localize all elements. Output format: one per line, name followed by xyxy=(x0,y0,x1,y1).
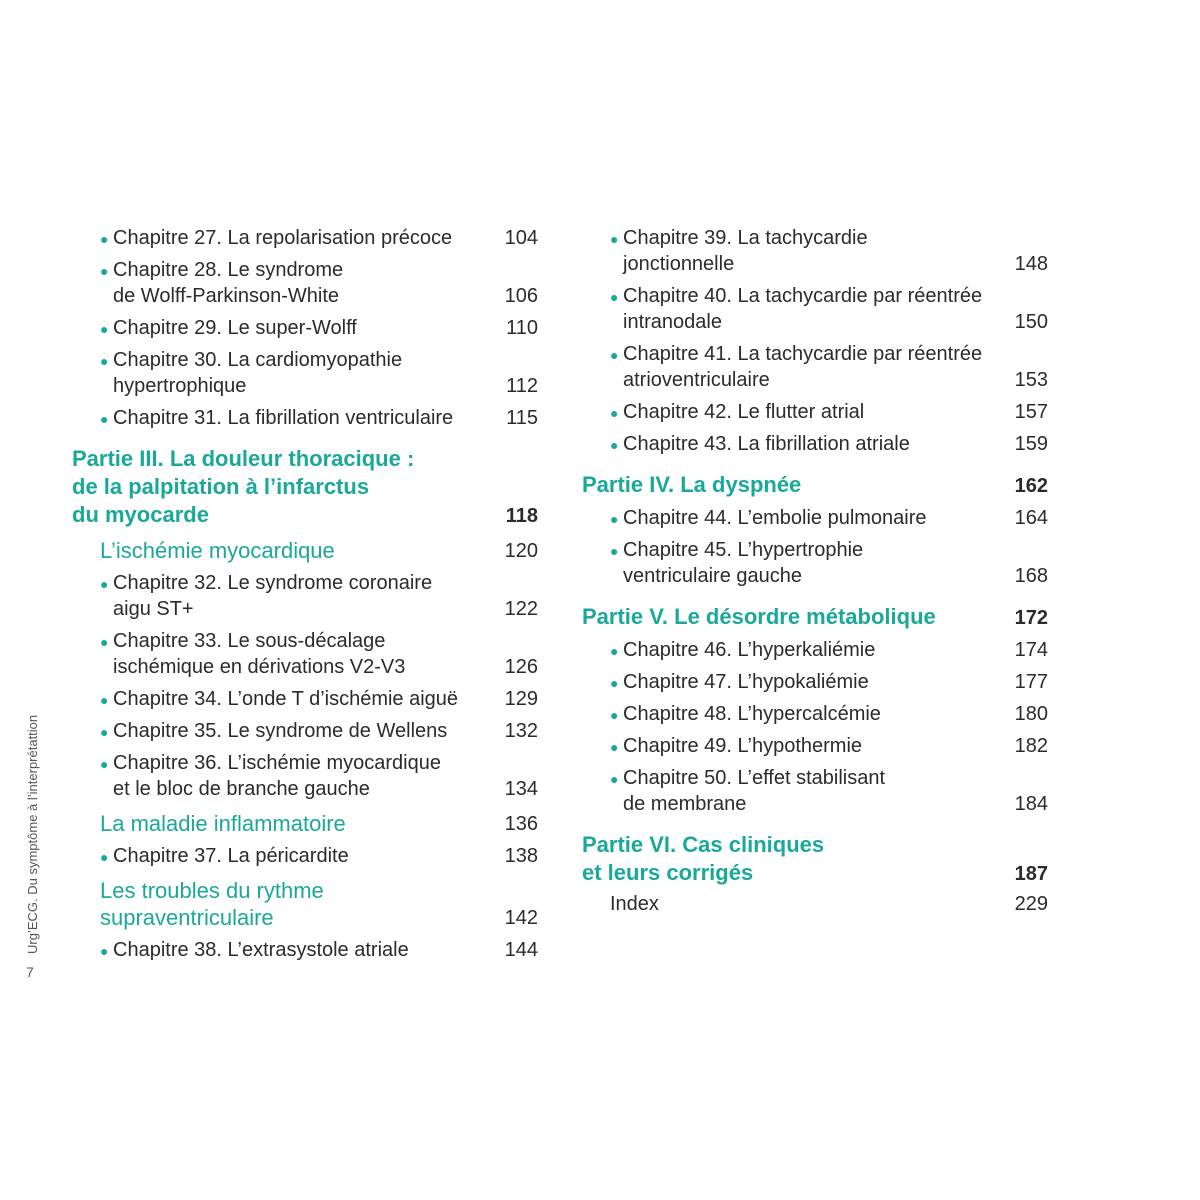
bullet-icon: ● xyxy=(100,634,109,650)
toc-chapter-entry xyxy=(72,937,538,963)
toc-entry-page: 187 xyxy=(1014,863,1048,885)
toc-chapter-entry xyxy=(72,225,538,251)
toc-chapter-entry xyxy=(72,315,538,341)
toc-part-entry xyxy=(582,831,1048,887)
toc-entry-title: Chapitre 27. La repolarisation précoce xyxy=(113,227,453,249)
toc-entry-title: Chapitre 40. La tachycardie par réentrée intranodale xyxy=(623,285,983,333)
toc-entry-page: 112 xyxy=(506,375,538,397)
toc-chapter-entry xyxy=(72,718,538,744)
toc-left-column xyxy=(72,225,538,964)
toc-entry-page: 150 xyxy=(1014,311,1048,333)
toc-entry-title: Chapitre 49. L’hypothermie xyxy=(623,735,863,757)
toc-entry-title: Chapitre 47. L’hypokaliémie xyxy=(623,671,869,693)
toc-entry-page: 104 xyxy=(504,227,538,249)
toc-entry-title: Partie IV. La dyspnée xyxy=(582,472,802,497)
bullet-icon: ● xyxy=(100,576,109,592)
bullet-icon: ● xyxy=(100,724,109,740)
toc-entry-title: Chapitre 45. L’hypertrophie ventriculaire gauche xyxy=(623,539,864,587)
toc-entry-page: 138 xyxy=(504,845,538,867)
bullet-icon: ● xyxy=(610,231,619,247)
bullet-icon: ● xyxy=(100,943,109,959)
toc-entry-title: Chapitre 44. L’embolie pulmonaire xyxy=(623,507,927,529)
bullet-icon: ● xyxy=(610,405,619,421)
toc-entry-title: Chapitre 32. Le syndrome coronaire aigu ST+ xyxy=(113,572,433,620)
page-number: 7 xyxy=(26,964,34,980)
toc-chapter-entry xyxy=(72,405,538,431)
bullet-icon: ● xyxy=(610,707,619,723)
toc-chapter-entry xyxy=(582,399,1048,425)
bullet-icon: ● xyxy=(610,675,619,691)
toc-entry-page: 180 xyxy=(1014,703,1048,725)
toc-entry-page: 177 xyxy=(1014,671,1048,693)
toc-entry-title: Chapitre 39. La tachycardie jonctionnelle xyxy=(623,227,868,275)
toc-entry-title: La maladie inflammatoire xyxy=(100,811,346,836)
toc-section-entry xyxy=(72,537,538,564)
bullet-icon: ● xyxy=(610,771,619,787)
toc-section-entry xyxy=(72,877,538,931)
bullet-icon: ● xyxy=(100,353,109,369)
bullet-icon: ● xyxy=(100,231,109,247)
toc-entry-title: Chapitre 36. L’ischémie myocardique et le bloc de branche gauche xyxy=(113,752,441,800)
toc-chapter-entry xyxy=(72,686,538,712)
toc-entry-page: 142 xyxy=(504,907,538,929)
toc-entry-title: Chapitre 34. L’onde T d’ischémie aiguë xyxy=(113,688,459,710)
toc-section-entry xyxy=(72,810,538,837)
toc-chapter-entry xyxy=(582,431,1048,457)
toc-chapter-entry xyxy=(72,570,538,622)
toc-entry-page: 132 xyxy=(504,720,538,742)
toc-right-column xyxy=(582,225,1048,917)
bullet-icon: ● xyxy=(100,411,109,427)
toc-chapter-entry xyxy=(582,765,1048,817)
toc-chapter-entry xyxy=(72,347,538,399)
toc-entry-page: 144 xyxy=(504,939,538,961)
toc-entry-page: 120 xyxy=(504,540,538,562)
toc-entry-title: Chapitre 31. La fibrillation ventriculaire xyxy=(113,407,454,429)
toc-part-entry xyxy=(582,471,1048,499)
bullet-icon: ● xyxy=(610,437,619,453)
bullet-icon: ● xyxy=(610,511,619,527)
toc-entry-page: 136 xyxy=(504,813,538,835)
toc-entry-title: Chapitre 42. Le flutter atrial xyxy=(623,401,865,423)
bullet-icon: ● xyxy=(610,739,619,755)
toc-entry-page: 184 xyxy=(1014,793,1048,815)
toc-entry-title: Chapitre 48. L’hypercalcémie xyxy=(623,703,881,725)
toc-chapter-entry xyxy=(582,505,1048,531)
toc-entry-title: Chapitre 46. L’hyperkaliémie xyxy=(623,639,876,661)
toc-entry-page: 157 xyxy=(1014,401,1048,423)
toc-entry-page: 182 xyxy=(1014,735,1048,757)
toc-entry-page: 126 xyxy=(504,656,538,678)
toc-chapter-entry xyxy=(582,341,1048,393)
toc-entry-page: 148 xyxy=(1014,253,1048,275)
toc-part-entry xyxy=(582,603,1048,631)
bullet-icon: ● xyxy=(100,321,109,337)
toc-entry-page: 172 xyxy=(1014,607,1048,629)
toc-entry-page: 168 xyxy=(1014,565,1048,587)
toc-chapter-entry xyxy=(582,669,1048,695)
toc-entry-title: Index xyxy=(610,893,659,915)
toc-chapter-entry xyxy=(72,843,538,869)
toc-chapter-entry xyxy=(72,628,538,680)
bullet-icon: ● xyxy=(610,289,619,305)
toc-entry-page: 229 xyxy=(1014,893,1048,915)
toc-chapter-entry xyxy=(582,733,1048,759)
toc-chapter-entry xyxy=(582,537,1048,589)
toc-chapter-entry xyxy=(72,257,538,309)
toc-entry-page: 115 xyxy=(506,407,538,429)
toc-entry-title: Chapitre 50. L’effet stabilisant de membrane xyxy=(623,767,886,815)
toc-entry-page: 134 xyxy=(504,778,538,800)
toc-entry-page: 153 xyxy=(1014,369,1048,391)
toc-chapter-entry xyxy=(582,283,1048,335)
toc-entry-page: 164 xyxy=(1014,507,1048,529)
toc-entry-title: Partie III. La douleur thoracique : de la palpitation à l’infarctus du myocarde xyxy=(72,446,415,527)
toc-entry-title: Chapitre 28. Le syndrome de Wolff-Parkinson-White xyxy=(113,259,344,307)
bullet-icon: ● xyxy=(610,643,619,659)
toc-entry-page: 118 xyxy=(505,505,538,527)
toc-plain-entry xyxy=(582,891,1048,917)
bullet-icon: ● xyxy=(100,692,109,708)
toc-entry-title: Chapitre 37. La péricardite xyxy=(113,845,349,867)
toc-entry-title: Chapitre 43. La fibrillation atriale xyxy=(623,433,910,455)
toc-entry-page: 129 xyxy=(504,688,538,710)
toc-entry-title: Chapitre 33. Le sous-décalage ischémique en dérivations V2-V3 xyxy=(113,630,406,678)
toc-entry-page: 162 xyxy=(1014,475,1048,497)
bullet-icon: ● xyxy=(100,263,109,279)
toc-entry-title: Partie VI. Cas cliniques et leurs corrigés xyxy=(582,832,825,885)
toc-part-entry xyxy=(72,445,538,529)
toc-entry-title: Partie V. Le désordre métabolique xyxy=(582,604,936,629)
toc-entry-page: 110 xyxy=(506,317,538,339)
bullet-icon: ● xyxy=(100,849,109,865)
bullet-icon: ● xyxy=(610,543,619,559)
toc-entry-page: 174 xyxy=(1014,639,1048,661)
toc-chapter-entry xyxy=(582,637,1048,663)
toc-entry-title: Les troubles du rythme supraventriculaire xyxy=(100,878,324,930)
toc-chapter-entry xyxy=(582,225,1048,277)
toc-entry-title: Chapitre 30. La cardiomyopathie hypertrophique xyxy=(113,349,403,397)
toc-entry-title: Chapitre 35. Le syndrome de Wellens xyxy=(113,720,448,742)
bullet-icon: ● xyxy=(610,347,619,363)
toc-entry-title: Chapitre 41. La tachycardie par réentrée atrioventriculaire xyxy=(623,343,983,391)
toc-entry-title: Chapitre 38. L’extrasystole atriale xyxy=(113,939,409,961)
toc-chapter-entry xyxy=(582,701,1048,727)
toc-entry-page: 106 xyxy=(504,285,538,307)
toc-entry-title: Chapitre 29. Le super-Wolff xyxy=(113,317,357,339)
toc-chapter-entry xyxy=(72,750,538,802)
toc-entry-page: 122 xyxy=(504,598,538,620)
toc-entry-page: 159 xyxy=(1014,433,1048,455)
running-title: Urg’ECG. Du symptôme à l’interprétattion xyxy=(25,714,40,954)
toc-entry-title: L’ischémie myocardique xyxy=(100,538,335,563)
bullet-icon: ● xyxy=(100,756,109,772)
